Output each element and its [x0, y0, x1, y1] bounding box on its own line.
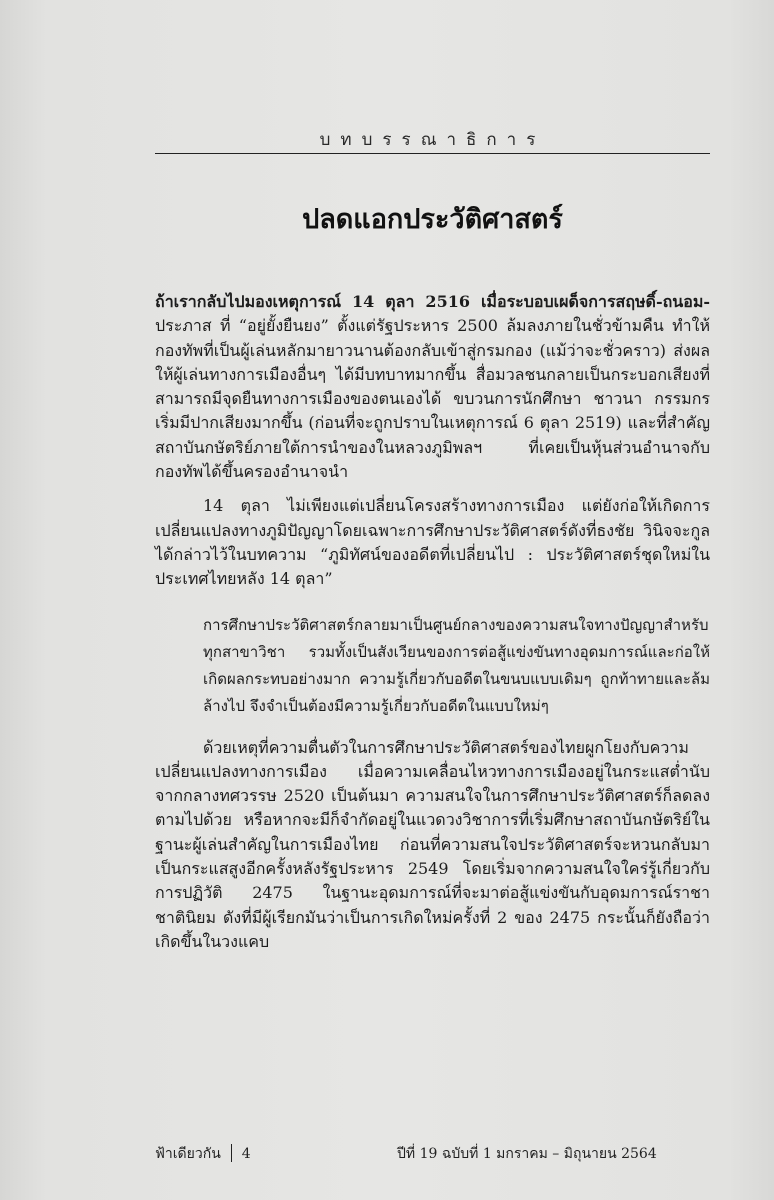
footer-issue: ปีที่ 19 ฉบับที่ 1 มกราคม – มิถุนายน 2564: [397, 1146, 657, 1162]
header-rule: [155, 153, 710, 154]
block-quote: การศึกษาประวัติศาสตร์กลายมาเป็นศูนย์กลางของความสนใจทางปัญญาสำหรับทุกสาขาวิชา รวมทั้งเป็นสังเวียนของการต่อสู้แข่งขันทางอุดมการณ์และก่อให้เกิดผลกระทบอย่างมาก ความรู้เกี่ยวกับอดีตในขนบแบบเดิมๆ ถูกท้าทายและล้มล้างไป จึงจำเป็นต้องมีความรู้เกี่ยวกับอดีตในแบบใหม่ๆ: [203, 615, 710, 715]
paragraph-1: [155, 290, 710, 484]
article-title: ปลดแอกประวัติศาสตร์: [302, 204, 563, 235]
footer-journal: [155, 1143, 251, 1165]
paragraph-1-lead: ถ้าเรากลับไปมองเหตุการณ์ 14 ตุลา 2516 เมื่อระบอบเผด็จการสฤษดิ์-ถนอม-: [155, 292, 710, 311]
footer-divider: [231, 1144, 232, 1162]
journal-name: ฟ้าเดียวกัน: [155, 1146, 221, 1162]
page-number: 4: [241, 1146, 251, 1162]
paragraph-2: 14 ตุลา ไม่เพียงแต่เปลี่ยนโครงสร้างทางการเมือง แต่ยังก่อให้เกิดการเปลี่ยนแปลงทางภูมิปัญญาโดยเฉพาะการศึกษาประวัติศาสตร์ดังที่ธงชัย วินิจจะกูล ได้กล่าวไว้ในบทความ “ภูมิทัศน์ของอดีตที่เปลี่ยนไป : ประวัติศาสตร์ชุดใหม่ในประเทศไทยหลัง 14 ตุลา”: [155, 496, 710, 589]
paragraph-1-rest: ประภาส ที่ “อยู่ยั้งยืนยง” ตั้งแต่รัฐประหาร 2500 ล้มลงภายในชั่วข้ามคืน ทำให้กองทัพที่เป็นผู้เล่นหลักมายาวนานต้องกลับเข้าสู่กรมกอง (แม้ว่าจะชั่วคราว) ส่งผลให้ผู้เล่นทางการเมืองอื่นๆ ได้มีบทบาทมากขึ้น สื่อมวลชนกลายเป็นกระบอกเสียงที่สามารถมีจุดยืนทางการเมืองของตนเองได้ ขบวนการนักศึกษา ชาวนา กรรมกรเริ่มมีปากเสียงมากขึ้น (ก่อนที่จะถูกปราบในเหตุการณ์ 6 ตุลา 2519) และที่สำคัญสถาบันกษัตริย์ภายใต้การนำของในหลวงภูมิพลฯ ที่เคยเป็นหุ้นส่วนอำนาจกับกองทัพได้ขึ้นครองอำนาจนำ: [155, 316, 710, 482]
paragraph-3: ด้วยเหตุที่ความตื่นตัวในการศึกษาประวัติศาสตร์ของไทยผูกโยงกับความเปลี่ยนแปลงทางการเมือง เมื่อความเคลื่อนไหวทางการเมืองอยู่ในกระแสต่ำนับจากกลางทศวรรษ 2520 เป็นต้นมา ความสนใจในการศึกษาประวัติศาสตร์ก็ลดลงตามไปด้วย หรือหากจะมีก็จำกัดอยู่ในแวดวงวิชาการที่เริ่มศึกษาสถาบันกษัตริย์ในฐานะผู้เล่นสำคัญในการเมืองไทย ก่อนที่ความสนใจประวัติศาสตร์จะหวนกลับมาเป็นกระแสสูงอีกครั้งหลังรัฐประหาร 2549 โดยเริ่มจากความสนใจใคร่รู้เกี่ยวกับการปฏิวัติ 2475 ในฐานะอุดมการณ์ที่จะมาต่อสู้แข่งขันกับอุดมการณ์ราชาชาตินิยม ดังที่มีผู้เรียกมันว่าเป็นการเกิดใหม่ครั้งที่ 2 ของ 2475 กระนั้นก็ยังถือว่าเกิดขึ้นในวงแคบ: [155, 737, 710, 951]
section-label: บทบรรณาธิการ: [319, 130, 546, 150]
article-body: [155, 290, 710, 954]
